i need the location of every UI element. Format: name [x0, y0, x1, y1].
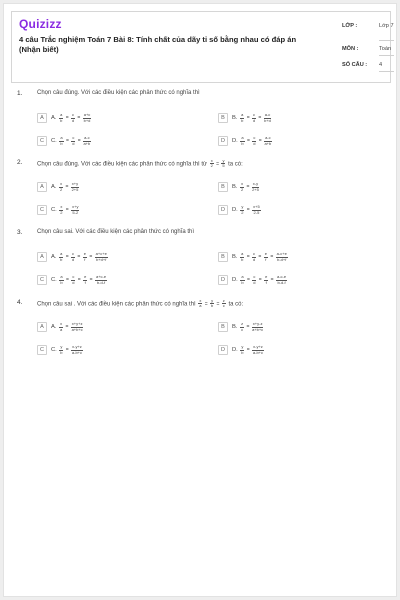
option-fraction: $\frac{x}{2}$	[60, 204, 63, 215]
option-fraction: $\frac{x}{a}$	[59, 321, 63, 332]
option-fraction: $\frac{x-y+z}{a-b+c}$	[71, 344, 83, 355]
answer-option-c[interactable]	[37, 344, 84, 356]
option-fraction: $\frac{a-c}{b+d}$	[264, 112, 271, 123]
option-formula: B. $\frac{z}{c}$ = $\frac{x+y-z}{a+b+c}$	[232, 321, 264, 332]
option-fraction: $\frac{y}{b}$	[241, 344, 244, 355]
answer-option-b[interactable]	[218, 251, 289, 263]
option-formula: D. $\frac{a}{b}$ = $\frac{c}{d}$ = $\frac{a-c}{a+b}$	[232, 135, 272, 146]
option-letter-box[interactable]: A	[37, 113, 47, 123]
option-fraction: $\frac{a}{b}$	[60, 135, 63, 146]
option-formula: A. $\frac{a}{b}$ = $\frac{c}{d}$ = $\frac{e}{f}$ = $\frac{a+c+e}{b+d+f}$	[51, 251, 107, 262]
option-fraction: $\frac{x}{2}$	[240, 181, 244, 192]
option-formula: C. $\frac{y}{b}$ = $\frac{x-y+z}{a-b+c}$	[51, 344, 83, 355]
option-fraction: $\frac{x+y-z}{a+b+c}$	[252, 321, 264, 332]
answer-option-a[interactable]	[37, 112, 92, 124]
class-label: LỚP :	[342, 23, 358, 29]
option-formula: A. $\frac{x}{a}$ = $\frac{x+y+z}{a+b+c}$	[51, 321, 83, 332]
subject-value: Toán	[379, 46, 392, 52]
option-fraction: $\frac{a-c}{a+b}$	[264, 135, 272, 146]
option-fraction: $\frac{a}{b}$	[60, 274, 63, 285]
option-fraction: $\frac{x-y}{2+5}$	[252, 181, 259, 192]
subject-underline	[379, 55, 394, 56]
answer-option-d[interactable]	[218, 135, 273, 147]
option-formula: A. $\frac{x}{2}$ = $\frac{x+y}{2+5}$	[51, 181, 79, 192]
answer-option-c[interactable]	[37, 135, 92, 147]
class-value: Lớp 7	[379, 23, 394, 29]
option-fraction: $\frac{e}{f}$	[84, 274, 87, 285]
option-fraction: $\frac{x+5}{2-5}$	[253, 204, 260, 215]
option-fraction: $\frac{x+y}{5-2}$	[72, 204, 79, 215]
option-fraction: $\frac{a}{b}$	[241, 135, 244, 146]
option-fraction: $\frac{c}{d}$	[72, 274, 75, 285]
option-letter-box[interactable]: A	[37, 322, 47, 332]
option-fraction: $\frac{x-y+z}{a-b+c}$	[252, 344, 264, 355]
question-text: Chọn câu đúng. Với các điều kiện các phân thức có nghĩa thì từ $\frac{x}{2}$ = $\frac{y}{5}$ ta có:	[37, 158, 243, 169]
option-formula: A. $\frac{a}{b}$ = $\frac{c}{d}$ = $\frac{a+c}{b+d}$	[51, 112, 91, 123]
inline-fraction: $\frac{x}{a}$	[199, 298, 202, 309]
inline-fraction: $\frac{y}{b}$	[210, 298, 214, 309]
answer-option-a[interactable]	[37, 321, 84, 333]
option-fraction: $\frac{x}{2}$	[59, 181, 63, 192]
count-underline	[379, 71, 394, 72]
option-fraction: $\frac{a}{b}$	[241, 251, 244, 262]
option-fraction: $\frac{a}{b}$	[241, 112, 244, 123]
answer-option-b[interactable]	[218, 181, 260, 193]
option-formula: C. $\frac{a}{b}$ = $\frac{c}{d}$ = $\frac{e}{f}$ = $\frac{a+c-e}{b-d-f}$	[51, 274, 107, 285]
question-number: 3.	[17, 229, 23, 236]
worksheet-title: 4 câu Trắc nghiệm Toán 7 Bài 8: Tính chất của dãy tỉ số bằng nhau có đáp án (Nhận biết)	[19, 35, 297, 54]
option-fraction: $\frac{y}{2}$	[241, 204, 244, 215]
inline-fraction: $\frac{z}{c}$	[222, 298, 225, 309]
option-letter-box[interactable]: C	[37, 205, 47, 215]
option-letter-box[interactable]: D	[218, 345, 228, 355]
worksheet-header	[11, 11, 394, 83]
option-fraction: $\frac{y}{b}$	[60, 344, 63, 355]
option-fraction: $\frac{e}{f}$	[264, 251, 267, 262]
answer-option-b[interactable]	[218, 321, 264, 333]
option-letter-box[interactable]: B	[218, 113, 228, 123]
class-underline	[379, 40, 394, 41]
option-fraction: $\frac{a+c}{b+d}$	[83, 112, 91, 123]
option-formula: D. $\frac{y}{2}$ = $\frac{x+5}{2-5}$	[232, 204, 260, 215]
option-fraction: $\frac{a+c-e}{b-d-f}$	[96, 274, 107, 285]
option-fraction: $\frac{c}{d}$	[253, 274, 256, 285]
answer-option-a[interactable]	[37, 251, 109, 263]
option-letter-box[interactable]: D	[218, 136, 228, 146]
option-formula: D. $\frac{a}{b}$ = $\frac{c}{d}$ = $\frac{e}{f}$ = $\frac{a-c-e}{b-d-f}$	[232, 274, 287, 285]
answer-option-d[interactable]	[218, 204, 262, 216]
inline-fraction: $\frac{x}{2}$	[210, 158, 213, 169]
question-number: 1.	[17, 90, 23, 97]
question-text: Chọn câu sai. Với các điều kiện các phân thức có nghĩa thì	[37, 229, 195, 235]
option-formula: D. $\frac{y}{b}$ = $\frac{x-y+z}{a-b+c}$	[232, 344, 264, 355]
answer-option-b[interactable]	[218, 112, 272, 124]
option-formula: B. $\frac{a}{b}$ = $\frac{c}{d}$ = $\frac{e}{f}$ = $\frac{a-c+e}{b-d+f}$	[232, 251, 287, 262]
question-text: Chọn câu đúng. Với các điều kiện các phân thức có nghĩa thì	[37, 90, 200, 96]
question-number: 2.	[17, 159, 23, 166]
inline-fraction: $\frac{y}{5}$	[222, 158, 225, 169]
count-value: 4	[379, 62, 383, 68]
option-formula: C. $\frac{a}{b}$ = $\frac{c}{d}$ = $\frac{a-c}{a+b}$	[51, 135, 91, 146]
option-fraction: $\frac{a-c+e}{b-d+f}$	[276, 251, 287, 262]
option-letter-box[interactable]: B	[218, 252, 228, 262]
option-fraction: $\frac{c}{d}$	[72, 135, 75, 146]
answer-option-d[interactable]	[218, 344, 265, 356]
answer-option-d[interactable]	[218, 274, 288, 286]
option-fraction: $\frac{c}{d}$	[71, 251, 75, 262]
option-formula: B. $\frac{x}{2}$ = $\frac{x-y}{2+5}$	[232, 181, 259, 192]
option-fraction: $\frac{a}{b}$	[241, 274, 244, 285]
option-fraction: $\frac{a}{b}$	[60, 112, 63, 123]
count-label: SỐ CÂU :	[342, 62, 368, 68]
option-letter-box[interactable]: B	[218, 322, 228, 332]
answer-option-c[interactable]	[37, 274, 108, 286]
option-fraction: $\frac{c}{d}$	[71, 112, 75, 123]
worksheet-page	[3, 3, 397, 597]
option-letter-box[interactable]: B	[218, 182, 228, 192]
question-text: Chọn câu sai . Với các điều kiện các phân thức có nghĩa thì $\frac{x}{a}$ = $\frac{y}{b}$ = $\frac{z}{c}$ ta có:	[37, 298, 244, 309]
option-fraction: $\frac{a+c+e}{b+d+f}$	[95, 251, 107, 262]
option-fraction: $\frac{x+y}{2+5}$	[71, 181, 79, 192]
question-number: 4.	[17, 299, 23, 306]
option-letter-box[interactable]: C	[37, 136, 47, 146]
option-fraction: $\frac{a-c}{a+b}$	[83, 135, 91, 146]
option-formula: C. $\frac{x}{2}$ = $\frac{x+y}{5-2}$	[51, 204, 79, 215]
option-fraction: $\frac{a}{b}$	[60, 251, 63, 262]
option-letter-box[interactable]: C	[37, 345, 47, 355]
option-fraction: $\frac{c}{d}$	[252, 251, 256, 262]
option-fraction: $\frac{c}{d}$	[253, 135, 256, 146]
option-fraction: $\frac{x+y+z}{a+b+c}$	[71, 321, 83, 332]
option-letter-box[interactable]: A	[37, 182, 47, 192]
option-formula: B. $\frac{a}{b}$ = $\frac{c}{d}$ = $\frac{a-c}{b+d}$	[232, 112, 271, 123]
option-fraction: $\frac{a-c-e}{b-d-f}$	[277, 274, 287, 285]
option-letter-box[interactable]: C	[37, 275, 47, 285]
option-letter-box[interactable]: D	[218, 275, 228, 285]
option-fraction: $\frac{c}{d}$	[252, 112, 256, 123]
option-letter-box[interactable]: D	[218, 205, 228, 215]
answer-option-c[interactable]	[37, 204, 80, 216]
option-fraction: $\frac{e}{f}$	[265, 274, 268, 285]
option-fraction: $\frac{e}{f}$	[83, 251, 86, 262]
answer-option-a[interactable]	[37, 181, 80, 193]
quizizz-logo[interactable]: Quizizz	[19, 17, 62, 31]
subject-label: MÔN :	[342, 46, 359, 52]
option-letter-box[interactable]: A	[37, 252, 47, 262]
option-fraction: $\frac{z}{c}$	[241, 321, 244, 332]
